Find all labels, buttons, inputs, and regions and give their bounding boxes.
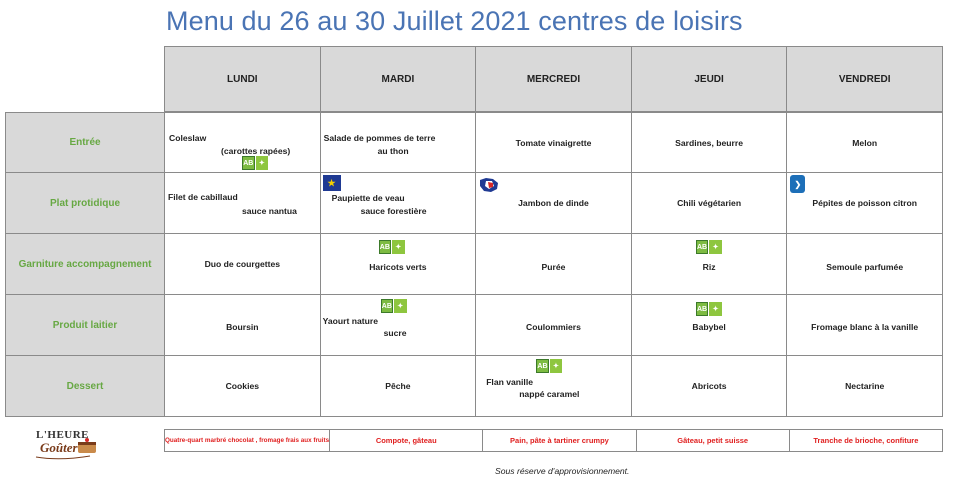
menu-row-entree	[5, 112, 943, 173]
menu-cell	[321, 173, 477, 234]
menu-grid	[5, 112, 943, 417]
menu-cell	[476, 173, 632, 234]
dish-line: Yaourt nature	[322, 316, 378, 326]
french-pork-label-icon	[478, 176, 500, 194]
dish-line: Paupiette de veau	[331, 193, 405, 203]
dish-line: Duo de courgettes	[204, 259, 281, 269]
dish-line: au thon	[377, 146, 409, 156]
menu-cell	[787, 234, 943, 295]
day-header-wednesday: MERCREDI	[475, 46, 631, 112]
gouter-cell-friday: Tranche de brioche, confiture	[789, 429, 943, 452]
dish-line: Haricots verts	[369, 262, 427, 272]
menu-cell	[165, 234, 321, 295]
gouter-cell-tuesday: Compote, gâteau	[329, 429, 482, 452]
organic-label-icon: AB ✦	[381, 299, 407, 313]
menu-cell	[165, 356, 321, 417]
logo-text-gouter: Goûter	[40, 440, 78, 455]
row-label: Garniture accompagnement	[5, 234, 165, 295]
dish-line: Coulommiers	[526, 322, 581, 332]
gouter-row	[164, 429, 943, 452]
menu-cell	[787, 295, 943, 356]
supply-note: Sous réserve d'approvisionnement.	[495, 466, 630, 476]
dish-line: Babybel	[692, 322, 726, 332]
dish-line: Filet de cabillaud	[168, 192, 238, 202]
heure-gouter-logo	[30, 427, 100, 461]
menu-cell	[476, 356, 632, 417]
day-header-friday: VENDREDI	[786, 46, 943, 112]
gouter-cell-thursday: Gâteau, petit suisse	[636, 429, 789, 452]
gouter-cell-monday: Quatre-quart marbré chocolat , fromage frais aux fruits	[164, 429, 329, 452]
menu-cell	[321, 234, 477, 295]
eu-flag-icon: ★	[323, 175, 341, 191]
dish-line: Melon	[852, 137, 878, 148]
menu-cell	[321, 356, 477, 417]
menu-cell	[321, 112, 477, 173]
menu-cell	[476, 234, 632, 295]
dish-line: Tomate vinaigrette	[515, 137, 592, 148]
day-header-monday: LUNDI	[164, 46, 320, 112]
dish-line: sauce nantua	[242, 206, 297, 216]
menu-row-garniture	[5, 234, 943, 295]
dish-line: sucre	[383, 328, 407, 338]
menu-cell	[165, 112, 321, 173]
menu-row-dessert	[5, 356, 943, 417]
page-title: Menu du 26 au 30 Juillet 2021 centres de loisirs	[166, 6, 743, 36]
dish-line: Flan vanille	[486, 377, 533, 387]
row-label: Dessert	[5, 356, 165, 417]
menu-cell	[165, 173, 321, 234]
dish-line: Chili végétarien	[677, 198, 742, 208]
menu-cell	[632, 173, 788, 234]
dish-line: Cookies	[225, 381, 260, 391]
msc-label-icon: ❯	[790, 175, 805, 193]
organic-label-icon: AB ✦	[696, 240, 722, 254]
menu-row-laitier	[5, 295, 943, 356]
dish-line: Purée	[541, 262, 566, 272]
menu-cell	[632, 234, 788, 295]
menu-cell	[787, 173, 943, 234]
day-header-tuesday: MARDI	[320, 46, 476, 112]
row-label: Entrée	[5, 112, 165, 173]
menu-cell	[632, 295, 788, 356]
dish-line: Boursin	[226, 322, 259, 332]
dish-line: Jambon de dinde	[518, 198, 589, 208]
menu-cell	[787, 356, 943, 417]
dish-line: Riz	[702, 262, 716, 272]
menu-cell	[632, 112, 788, 173]
dish-line: Salade de pommes de terre	[323, 133, 436, 143]
row-label: Produit laitier	[5, 295, 165, 356]
organic-label-icon: AB ✦	[696, 302, 722, 316]
organic-label-icon: AB ✦	[242, 156, 268, 170]
gouter-cell-wednesday: Pain, pâte à tartiner crumpy	[482, 429, 635, 452]
menu-cell	[787, 112, 943, 173]
logo-text-heure: L'HEURE	[36, 429, 90, 441]
organic-label-icon: AB ✦	[536, 359, 562, 373]
dish-line: Abricots	[691, 381, 727, 391]
dish-line: Nectarine	[845, 381, 885, 391]
day-header-thursday: JEUDI	[631, 46, 787, 112]
dish-line: Fromage blanc à la vanille	[811, 322, 919, 332]
menu-cell	[632, 356, 788, 417]
dish-line: (carottes rapées)	[221, 146, 291, 156]
dish-line: nappé caramel	[519, 389, 580, 399]
menu-row-plat	[5, 173, 943, 234]
organic-label-icon: AB ✦	[379, 240, 405, 254]
menu-cell	[476, 112, 632, 173]
dish-line: Pépites de poisson citron	[812, 198, 917, 208]
dish-line: Semoule parfumée	[826, 262, 904, 272]
dish-line: sauce forestière	[360, 206, 427, 216]
menu-cell	[165, 295, 321, 356]
dish-line: Coleslaw	[169, 133, 207, 143]
menu-cell	[476, 295, 632, 356]
row-label: Plat protidique	[5, 173, 165, 234]
dish-line: Pêche	[385, 381, 411, 391]
day-header-row	[164, 46, 943, 112]
dish-line: Sardines, beurre	[675, 137, 743, 148]
menu-cell	[321, 295, 477, 356]
